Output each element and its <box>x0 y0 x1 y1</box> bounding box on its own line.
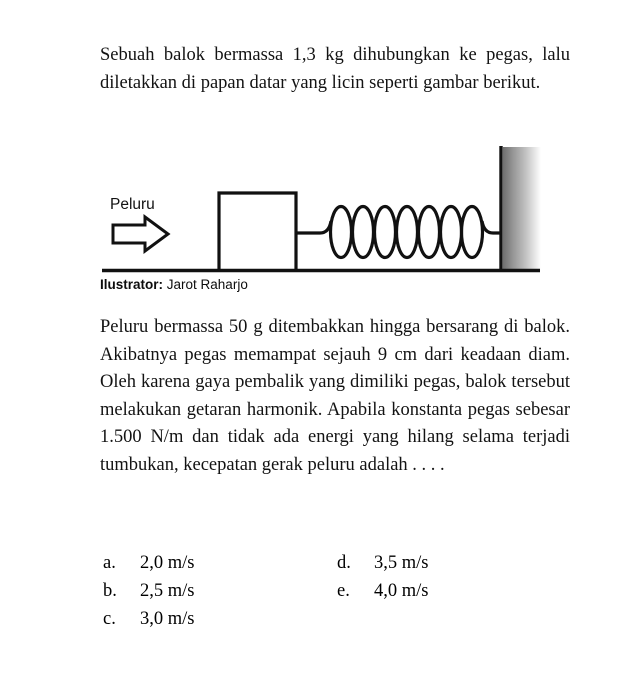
illustrator-credit-name: Jarot Raharjo <box>166 277 248 292</box>
wall-shading <box>503 147 541 271</box>
spring-right-lead <box>482 221 501 233</box>
spring-coils <box>331 207 483 258</box>
illustrator-credit <box>100 277 248 292</box>
option-b-label: b. <box>103 581 117 601</box>
option-row <box>100 605 570 633</box>
option-row <box>100 577 570 605</box>
bullet-arrow-icon <box>113 217 168 251</box>
answer-options <box>100 549 570 633</box>
question-body-text: Peluru bermassa 50 g ditembakkan hingga bersarang di balok. Akibatnya pegas memampat sejauh 9 cm dari keadaan diam. Oleh karena gaya pembalik yang dimiliki pegas, balok tersebut melakukan getaran harmonik. Apabila konstanta pegas sebesar 1.500 N/m dan tidak ada energi yang hilang selama terjadi tumbukan, kecepatan gerak peluru adalah . . . . <box>100 317 570 475</box>
question-intro-text: Sebuah balok bermassa 1,3 kg dihubungkan ke pegas, lalu diletakkan di papan datar yang licin seperti gambar berikut. <box>100 45 570 93</box>
option-e-label: e. <box>337 581 350 601</box>
option-row <box>100 549 570 577</box>
option-c-label: c. <box>103 609 116 629</box>
spring-left-lead <box>296 221 331 233</box>
option-b-value: 2,5 m/s <box>140 581 195 601</box>
option-a-label: a. <box>103 553 116 573</box>
illustrator-credit-key: Ilustrator: <box>100 277 164 292</box>
option-d-label: d. <box>337 553 351 573</box>
option-a-value: 2,0 m/s <box>140 553 195 573</box>
physics-figure <box>0 135 640 280</box>
option-e-value: 4,0 m/s <box>374 581 429 601</box>
option-c-value: 3,0 m/s <box>140 609 195 629</box>
block-shape <box>219 193 296 270</box>
option-d-value: 3,5 m/s <box>374 553 429 573</box>
bullet-label: Peluru <box>110 196 155 213</box>
